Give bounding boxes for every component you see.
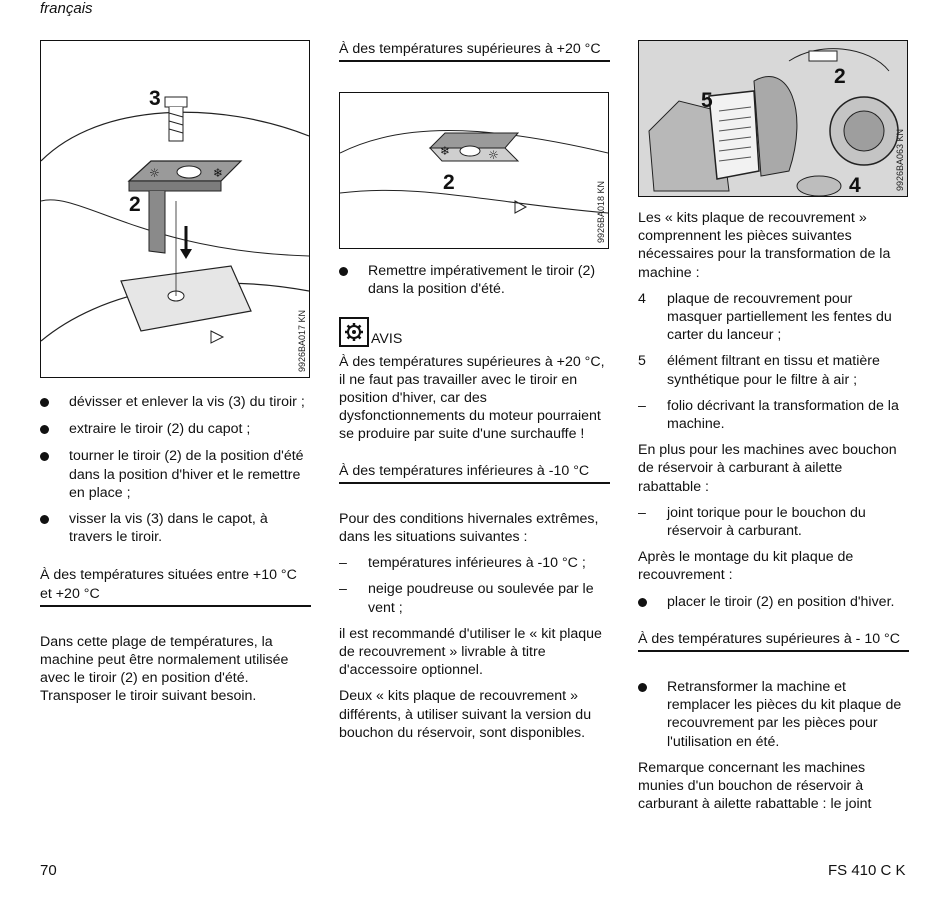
notice-heading xyxy=(339,317,610,347)
figure-kit-parts xyxy=(638,40,908,197)
notice-text: À des températures supérieures à +20 °C, il ne faut pas travailler avec le tiroir en position d'hiver, car des dysfonctionnements du moteur pourraient se produire par suite d'une surchauffe ! xyxy=(339,353,605,443)
list-item: tourner le tiroir (2) de la position d'été dans la position d'hiver et le remettre en place ; xyxy=(40,447,311,502)
tiroir-illustration xyxy=(41,41,309,377)
paragraph: Remarque concernant les machines munies d'un bouchon de réservoir à carburant à ailette rabattable : le joint xyxy=(638,759,872,813)
paragraph: Dans cette plage de températures, la machine peut être normalement utilisée avec le tiroir (2) en position d'été. Transposer le tiroir suivant besoin. xyxy=(40,633,289,705)
figure-summer-position xyxy=(339,92,609,249)
notice-label: AVIS xyxy=(371,330,403,347)
paragraph: Pour des conditions hivernales extrêmes, dans les situations suivantes : xyxy=(339,510,599,546)
list-item: – folio décrivant la transformation de la machine. xyxy=(638,397,899,433)
section-heading: À des températures situées entre +10 °C et +20 °C xyxy=(40,566,311,606)
svg-text:❄: ❄ xyxy=(440,144,451,159)
paragraph: En plus pour les machines avec bouchon de réservoir à carburant à ailette rabattable : xyxy=(638,442,897,495)
figure-code: 9926BA063 KN xyxy=(895,128,905,191)
list-item: – températures inférieures à -10 °C ; xyxy=(339,555,586,572)
list-item: extraire le tiroir (2) du capot ; xyxy=(40,420,311,439)
section-heading: À des températures supérieures à +20 °C xyxy=(339,40,610,62)
paragraph: Les « kits plaque de recouvrement » comprennent les pièces suivantes nécessaires pour la transformation de la machine : xyxy=(638,210,891,281)
list-item: dévisser et enlever la vis (3) du tiroir ; xyxy=(40,393,311,412)
column-2 xyxy=(339,40,610,742)
callout-3: 3 xyxy=(149,87,161,110)
section-heading: À des températures supérieures à - 10 °C xyxy=(638,630,909,652)
list-item: Retransformer la machine et remplacer les pièces du kit plaque de recouvrement par les pièces pour l'utilisation en été. xyxy=(638,678,909,751)
callout-2: 2 xyxy=(834,65,846,88)
figure-code: 9926BA018 KN xyxy=(596,181,606,244)
svg-text:☼: ☼ xyxy=(149,166,160,180)
language-label: français xyxy=(40,0,93,17)
column-1 xyxy=(40,40,311,706)
summer-position-illustration xyxy=(340,93,608,248)
callout-5: 5 xyxy=(701,89,713,112)
svg-text:❄: ❄ xyxy=(213,166,224,180)
paragraph: il est recommandé d'utiliser le « kit plaque de recouvrement » livrable à titre d'accessoire optionnel. xyxy=(339,625,602,679)
list-item: 4 plaque de recouvrement pour masquer partiellement les fentes du carter du lanceur ; xyxy=(638,290,892,344)
paragraph: Deux « kits plaque de recouvrement » différents, à utiliser suivant la version du bouchon du réservoir, sont disponibles. xyxy=(339,688,592,741)
page-number: 70 xyxy=(40,862,57,879)
gear-icon xyxy=(339,317,369,347)
column-3 xyxy=(638,40,909,813)
svg-text:☼: ☼ xyxy=(488,148,499,163)
paragraph: Après le montage du kit plaque de recouvrement : xyxy=(638,549,854,584)
list-item: placer le tiroir (2) en position d'hiver. xyxy=(638,593,909,612)
list-item: – joint torique pour le bouchon du réservoir à carburant. xyxy=(638,504,866,540)
machine-illustration xyxy=(639,41,907,196)
callout-2: 2 xyxy=(443,171,455,195)
list-item: – neige poudreuse ou soulevée par le vent ; xyxy=(339,581,594,616)
section-heading: À des températures inférieures à -10 °C xyxy=(339,462,610,484)
figure-tiroir-removal xyxy=(40,40,310,378)
list-item: Remettre impérativement le tiroir (2) dans la position d'été. xyxy=(339,262,610,298)
callout-2: 2 xyxy=(129,193,141,216)
figure-code: 9926BA017 KN xyxy=(297,309,307,372)
list-item: visser la vis (3) dans le capot, à travers le tiroir. xyxy=(40,510,311,546)
list-item: 5 élément filtrant en tissu et matière synthétique pour le filtre à air ; xyxy=(638,353,880,388)
model-name: FS 410 C K xyxy=(828,862,906,879)
callout-4: 4 xyxy=(849,174,861,197)
